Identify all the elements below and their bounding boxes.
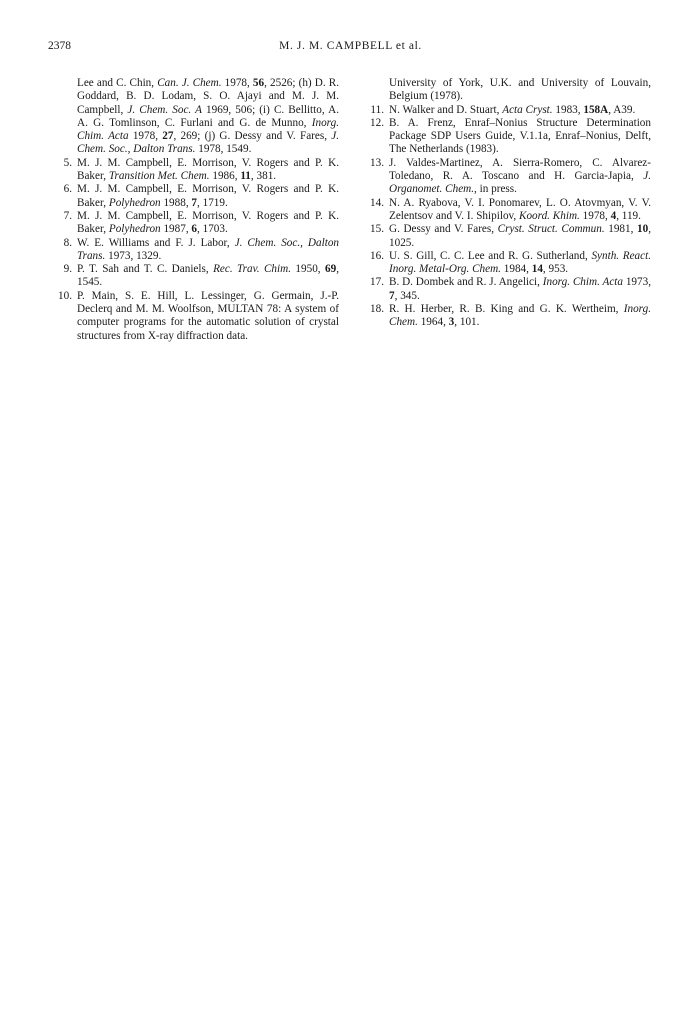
reference-text: N. A. Ryabova, V. I. Ponomarev, L. O. Atovmyan, V. V. Zelentsov and V. I. Shipilov, Koord. Khim. 1978, 4, 119.: [389, 196, 651, 222]
reference-item: [47, 183, 339, 210]
reference-item: [359, 303, 651, 330]
reference-number: 14.: [370, 196, 384, 209]
references-left-column: [47, 77, 339, 343]
reference-item: [359, 157, 651, 197]
reference-text: University of York, U.K. and University of Louvain, Belgium (1978).: [389, 77, 651, 103]
reference-item: [359, 197, 651, 224]
reference-text: G. Dessy and V. Fares, Cryst. Struct. Commun. 1981, 10, 1025.: [389, 223, 651, 249]
reference-number: 5.: [63, 156, 72, 169]
reference-text: M. J. M. Campbell, E. Morrison, V. Rogers and P. K. Baker, Transition Met. Chem. 1986, 11, 381.: [77, 156, 339, 183]
reference-item: [359, 104, 651, 117]
reference-continuation: [47, 77, 339, 157]
reference-number: 15.: [370, 223, 384, 236]
reference-number: 12.: [370, 116, 384, 129]
reference-text: Lee and C. Chin, Can. J. Chem. 1978, 56, 2526; (h) D. R. Goddard, B. D. Lodam, S. O. Ajayi and M. J. M. Campbell, J. Chem. Soc. A 1969, 506; (i) C. Bellitto, A. A. G. Tomlinson, C. Furlani and G. de Munno, Inorg. Chim. Acta 1978, 27, 269; (j) G. Dessy and V. Fares, J. Chem. Soc., Dalton Trans. 1978, 1549.: [77, 77, 340, 156]
page-number: 2378: [48, 40, 71, 52]
reference-number: 9.: [63, 263, 72, 276]
reference-number: 18.: [370, 303, 384, 316]
reference-number: 10.: [58, 289, 72, 302]
reference-item: [359, 276, 651, 303]
reference-item: [47, 210, 339, 237]
reference-text: R. H. Herber, R. B. King and G. K. Wertheim, Inorg. Chem. 1964, 3, 101.: [389, 303, 651, 329]
reference-text: B. A. Frenz, Enraf–Nonius Structure Determination Package SDP Users Guide, V.1.1a, Enraf–Nonius, Delft, The Netherlands (1983).: [389, 116, 651, 156]
running-head: M. J. M. CAMPBELL et al.: [279, 40, 422, 52]
reference-text: M. J. M. Campbell, E. Morrison, V. Rogers and P. K. Baker, Polyhedron 1987, 6, 1703.: [77, 209, 339, 236]
reference-item: [47, 237, 339, 264]
references-right-column: [359, 77, 651, 330]
reference-number: 11.: [370, 103, 384, 116]
reference-text: M. J. M. Campbell, E. Morrison, V. Rogers and P. K. Baker, Polyhedron 1988, 7, 1719.: [77, 183, 339, 209]
reference-text: N. Walker and D. Stuart, Acta Cryst. 1983, 158A, A39.: [389, 103, 636, 116]
reference-continuation: [359, 77, 651, 104]
reference-item: [359, 223, 651, 250]
reference-text: P. Main, S. E. Hill, L. Lessinger, G. Germain, J.-P. Declerq and M. M. Woolfson, MULTAN 78: A system of computer programs for the automatic solution of crystal structures from X-ray diffraction data.: [77, 289, 339, 342]
reference-item: [47, 157, 339, 184]
reference-text: B. D. Dombek and R. J. Angelici, Inorg. Chim. Acta 1973, 7, 345.: [389, 276, 652, 302]
reference-number: 16.: [370, 249, 384, 262]
reference-item: [47, 290, 339, 343]
reference-number: 6.: [63, 183, 72, 196]
reference-text: U. S. Gill, C. C. Lee and R. G. Sutherland, Synth. React. Inorg. Metal-Org. Chem. 1984, 14, 953.: [389, 249, 652, 276]
reference-number: 13.: [370, 156, 384, 169]
reference-text: J. Valdes-Martinez, A. Sierra-Romero, C. Alvarez-Toledano, R. A. Toscano and H. Garcia-Japia, J. Organomet. Chem., in press.: [389, 156, 651, 196]
reference-number: 7.: [63, 209, 72, 222]
page-header: [48, 40, 653, 56]
reference-number: 8.: [63, 236, 72, 249]
reference-item: [47, 263, 339, 290]
reference-item: [359, 117, 651, 157]
reference-item: [359, 250, 651, 277]
reference-text: P. T. Sah and T. C. Daniels, Rec. Trav. Chim. 1950, 69, 1545.: [77, 263, 340, 289]
reference-number: 17.: [370, 276, 384, 289]
reference-text: W. E. Williams and F. J. Labor, J. Chem. Soc., Dalton Trans. 1973, 1329.: [77, 236, 340, 262]
